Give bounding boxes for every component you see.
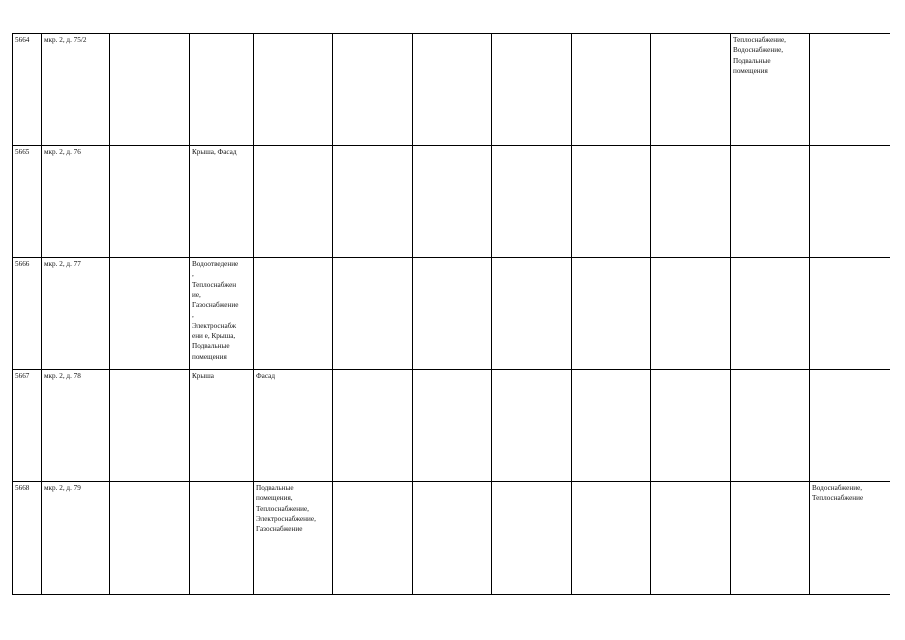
address-cell [42, 482, 110, 595]
address-cell [42, 146, 110, 258]
work-type-cell [651, 34, 731, 146]
table-row [13, 370, 890, 482]
work-type-text: Водоснабжение, Теплоснабжение [812, 484, 864, 503]
address-text: мкр. 2, д. 77 [44, 260, 81, 268]
row-number: 5666 [15, 260, 30, 268]
work-type-cell [651, 146, 731, 258]
address-cell [42, 370, 110, 482]
work-type-cell [333, 258, 413, 370]
work-type-cell [413, 258, 492, 370]
work-type-cell [333, 146, 413, 258]
work-type-cell [651, 370, 731, 482]
table-row [13, 146, 890, 258]
work-type-cell [572, 482, 651, 595]
row-number-cell [13, 482, 42, 595]
work-type-cell [810, 482, 890, 595]
row-number: 5664 [15, 36, 30, 44]
work-type-cell [333, 482, 413, 595]
work-type-cell [190, 482, 254, 595]
work-type-cell [492, 258, 572, 370]
address-cell [42, 258, 110, 370]
work-type-cell [254, 34, 333, 146]
work-type-cell [731, 258, 810, 370]
work-type-cell [731, 34, 810, 146]
work-type-cell [110, 258, 190, 370]
table-row [13, 482, 890, 595]
work-type-cell [413, 482, 492, 595]
work-type-cell [572, 258, 651, 370]
table-row [13, 34, 890, 146]
work-type-cell [572, 34, 651, 146]
work-type-cell [254, 146, 333, 258]
registry-table-page [12, 33, 889, 595]
work-type-cell [190, 258, 254, 370]
work-type-cell [731, 482, 810, 595]
address-text: мкр. 2, д. 79 [44, 484, 81, 492]
work-type-cell [413, 146, 492, 258]
work-type-cell [810, 258, 890, 370]
row-number-cell [13, 34, 42, 146]
address-text: мкр. 2, д. 75/2 [44, 36, 87, 44]
work-type-cell [810, 370, 890, 482]
row-number: 5668 [15, 484, 30, 492]
work-type-cell [110, 482, 190, 595]
row-number: 5667 [15, 372, 30, 380]
work-type-cell [110, 34, 190, 146]
address-text: мкр. 2, д. 78 [44, 372, 81, 380]
work-type-cell [190, 146, 254, 258]
work-type-cell [254, 258, 333, 370]
registry-table [12, 33, 890, 595]
work-type-cell [492, 34, 572, 146]
row-number-cell [13, 146, 42, 258]
work-type-cell [492, 482, 572, 595]
work-type-cell [413, 370, 492, 482]
row-number: 5665 [15, 148, 30, 156]
row-number-cell [13, 258, 42, 370]
row-number-cell [13, 370, 42, 482]
work-type-cell [110, 146, 190, 258]
work-type-cell [333, 34, 413, 146]
address-cell [42, 34, 110, 146]
work-type-cell [572, 146, 651, 258]
work-type-cell [110, 370, 190, 482]
work-type-cell [810, 146, 890, 258]
work-type-cell [651, 482, 731, 595]
address-text: мкр. 2, д. 76 [44, 148, 81, 156]
work-type-cell [254, 370, 333, 482]
work-type-cell [651, 258, 731, 370]
work-type-cell [810, 34, 890, 146]
work-type-cell [492, 146, 572, 258]
work-type-cell [731, 146, 810, 258]
work-type-cell [333, 370, 413, 482]
work-type-text: Крыша, Фасад [192, 148, 237, 156]
work-type-cell [413, 34, 492, 146]
work-type-cell [731, 370, 810, 482]
work-type-text: Водоотведение , Теплоснабжен ие, Газоснабжение , Электроснабж ени е, Крыша, Подвальные помещения [192, 260, 239, 361]
work-type-text: Крыша [192, 372, 214, 380]
work-type-cell [492, 370, 572, 482]
work-type-cell [190, 34, 254, 146]
work-type-text: Подвальные помещения, Теплоснабжение, Электроснабжение, Газоснабжение [256, 484, 316, 534]
work-type-text: Фасад [256, 372, 275, 380]
work-type-cell [572, 370, 651, 482]
table-row [13, 258, 890, 370]
work-type-text: Теплоснабжение, Водоснабжение, Подвальные помещения [733, 36, 786, 75]
work-type-cell [254, 482, 333, 595]
work-type-cell [190, 370, 254, 482]
